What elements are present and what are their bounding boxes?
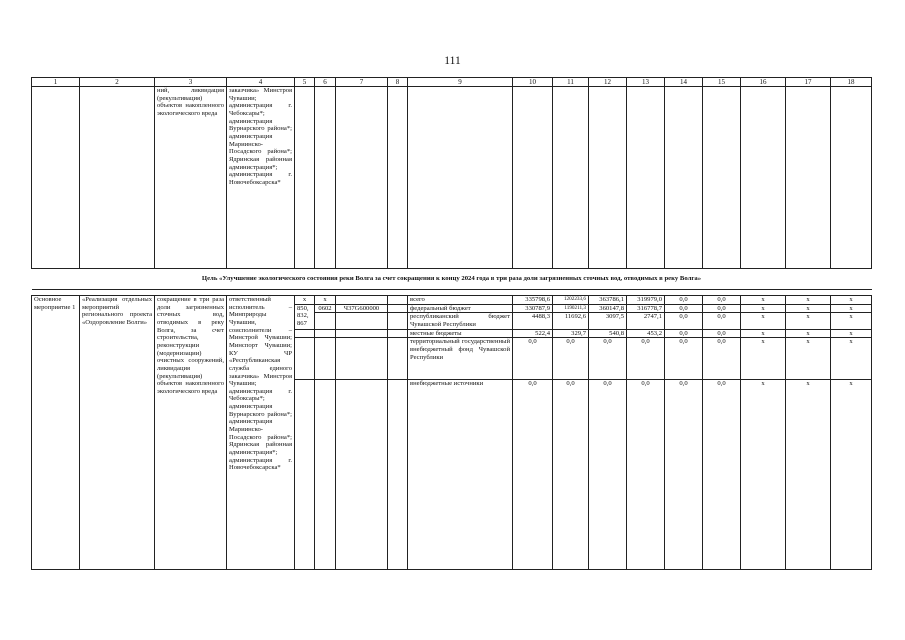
col-header: 3	[155, 78, 227, 87]
funding-source: федеральный бюджет	[408, 304, 513, 313]
event-purpose: сокращение в три раза доли загрязненных сточных вод, отводимых в реку Волга, за счет строительства, реконструкции (модернизации) очистных сооружений, ликвидация (рекультивация) объектов накопленного экологического вреда	[155, 296, 227, 570]
event-title: «Реализация отдельных мероприятий регионального проекта «Оздоровление Волги»	[80, 296, 155, 570]
col-header: 2	[80, 78, 155, 87]
gr-bs-codes: 850, 832, 867	[295, 304, 315, 329]
table-row: внебюджетные источники 0,0 0,0 0,0 0,0 0,0 0,0 x x x	[32, 380, 872, 570]
funding-source: местные бюджеты	[408, 329, 513, 338]
cell-x: x	[315, 296, 336, 305]
col-header: 9	[408, 78, 513, 87]
table-row: местные бюджеты 522,4 329,7 540,8 453,2 0,0 0,0 x x x	[32, 329, 872, 338]
funding-source: всего	[408, 296, 513, 305]
cell-x: x	[295, 296, 315, 305]
budget-table	[31, 77, 872, 570]
continuation-purpose: ний, ликвидация (рекультивация) объектов накопленного экологического вреда	[155, 87, 227, 269]
col-header: 4	[227, 78, 295, 87]
continuation-row	[32, 87, 872, 269]
col-header: 13	[627, 78, 665, 87]
col-header: 16	[741, 78, 786, 87]
col-header: 1	[32, 78, 80, 87]
col-header: 7	[336, 78, 388, 87]
funding-source: внебюджетные источники	[408, 380, 513, 570]
col-header: 17	[786, 78, 831, 87]
col-header: 8	[388, 78, 408, 87]
table-row: территориальный государственный внебюджетный фонд Чувашской Республики 0,0 0,0 0,0 0,0 0,0 0,0 x x x	[32, 338, 872, 380]
page-number: 111	[444, 55, 461, 67]
col-header: 5	[295, 78, 315, 87]
csr-code: Ч37G600000	[336, 304, 388, 313]
table-row: республиканский бюджет Чувашской Республики 4488,3 11692,6 3097,5 2747,1 0,0 0,0 x x x	[32, 313, 872, 329]
event-executors: ответственный исполнитель – Минприроды Чувашии, соисполнители – Минстрой Чувашии; Минспорт Чувашии; КУ ЧР «Республиканская служба единого заказчика» Минстроя Чувашии; администрация г. Чебоксары*; администрация Вурнарского района*; администрация Мариинско-Посадского района*; Ядринская районная администрация*; администрация г. Новочебоксарска*	[227, 296, 295, 570]
col-header: 14	[665, 78, 703, 87]
goal-heading: Цель «Улучшение экологического состояния реки Волга за счет сокращения к концу 2024 года в три раза доли загрязненных сточных вод, отводимых в реку Волга»	[32, 269, 872, 290]
col-header: 6	[315, 78, 336, 87]
goal-row	[32, 269, 872, 290]
funding-source: республиканский бюджет Чувашской Республики	[408, 313, 513, 329]
event-number: Основное мероприятие 1	[32, 296, 80, 570]
col-header: 18	[831, 78, 872, 87]
col-header: 12	[589, 78, 627, 87]
table-row: 850, 832, 867 0602 Ч37G600000 федеральный бюджет 330787,9 1190211,3 360147,8 316778,7 0,0 0,0 x x x	[32, 304, 872, 313]
rz-pr-code: 0602	[315, 304, 336, 313]
table-row: Основное мероприятие 1 «Реализация отдельных мероприятий регионального проекта «Оздоровление Волги» сокращение в три раза доли загрязненных сточных вод, отводимых в реку Волга, за счет строительства, реконструкции (модернизации) очистных сооружений, ликвидация (рекультивация) объектов накопленного экологического вреда ответственный исполнитель – Минприроды Чувашии, соисполнители – Минстрой Чувашии; Минспорт Чувашии; КУ ЧР «Республиканская служба единого заказчика» Минстроя Чувашии; администрация г. Чебоксары*; администрация Вурнарского района*; администрация Мариинско-Посадского района*; Ядринская районная администрация*; администрация г. Новочебоксарска* x x всего 335798,6 1202233,6 363786,1 319979,0 0,0 0,0 x x x	[32, 296, 872, 305]
col-header: 11	[553, 78, 589, 87]
continuation-executors: заказчика» Минстроя Чувашии; администрация г. Чебоксары*; администрация Вурнарского района*; администрация Мариинско-Посадского района*; Ядринская районная администрация*; администрация г. Новочебоксарска*	[227, 87, 295, 269]
column-number-row	[32, 78, 872, 87]
funding-source: территориальный государственный внебюджетный фонд Чувашской Республики	[408, 338, 513, 380]
col-header: 10	[513, 78, 553, 87]
col-header: 15	[703, 78, 741, 87]
